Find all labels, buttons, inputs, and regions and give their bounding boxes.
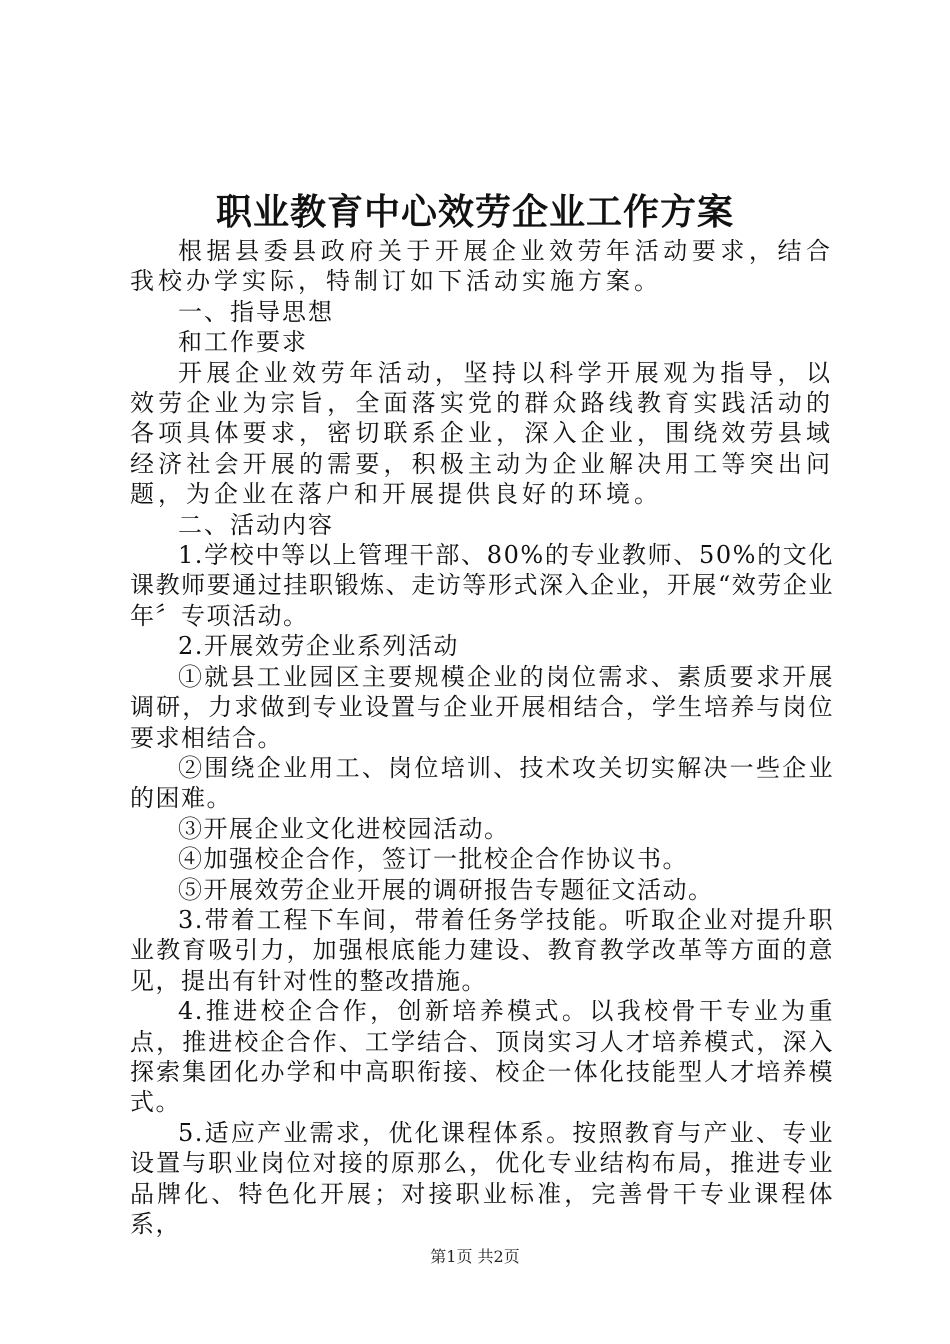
section-heading-activity-content: 二、活动内容 — [178, 510, 334, 539]
activity-subitem-3: ③开展企业文化进校园活动。 — [178, 814, 510, 843]
intro-paragraph: 根据县委县政府关于开展企业效劳年活动要求，结合我校办学实际，特制订如下活动实施方案。 — [130, 237, 834, 296]
document-body — [130, 236, 834, 1239]
document-title: 职业教育中心效劳企业工作方案 — [215, 191, 734, 233]
activity-item-3: 3.带着工程下车间，带着任务学技能。听取企业对提升职业教育吸引力，加强根底能力建设、教育教学改革等方面的意见，提出有针对性的整改措施。 — [130, 905, 834, 995]
activity-subitem-5: ⑤开展效劳企业开展的调研报告专题征文活动。 — [178, 875, 714, 904]
activity-subitem-4: ④加强校企合作，签订一批校企合作协议书。 — [178, 845, 688, 874]
section-heading-guiding-ideology: 一、指导思想 — [178, 297, 334, 326]
guiding-ideology-paragraph: 开展企业效劳年活动，坚持以科学开展观为指导，以效劳企业为宗旨，全面落实党的群众路线教育实践活动的各项具体要求，密切联系企业，深入企业，围绕效劳县域经济社会开展的需要，积极主动为企业解决用工等突出问题，为企业在落户和开展提供良好的环境。 — [130, 358, 834, 509]
activity-item-2: 2.开展效劳企业系列活动 — [178, 632, 459, 661]
section-heading-work-requirements: 和工作要求 — [178, 328, 308, 357]
activity-item-5: 5.适应产业需求，优化课程体系。按照教育与产业、专业设置与职业岗位对接的原那么，优化专业结构布局，推进专业品牌化、特色化开展；对接职业标准，完善骨干专业课程体系， — [130, 1118, 834, 1238]
activity-subitem-2: ②围绕企业用工、岗位培训、技术攻关切实解决一些企业的困难。 — [130, 753, 834, 813]
activity-subitem-1: ①就县工业园区主要规模企业的岗位需求、素质要求开展调研，力求做到专业设置与企业开展相结合，学生培养与岗位要求相结合。 — [130, 662, 834, 752]
activity-item-4: 4.推进校企合作，创新培养模式。以我校骨干专业为重点，推进校企合作、工学结合、顶岗实习人才培养模式，深入探索集团化办学和中高职衔接、校企一体化技能型人才培养模式。 — [130, 997, 834, 1117]
page-number-footer: 第1页 共2页 — [430, 1247, 520, 1266]
activity-item-1: 1.学校中等以上管理干部、80%的专业教师、50%的文化课教师要通过挂职锻炼、走访等形式深入企业，开展“效劳企业年〞专项活动。 — [130, 541, 834, 630]
